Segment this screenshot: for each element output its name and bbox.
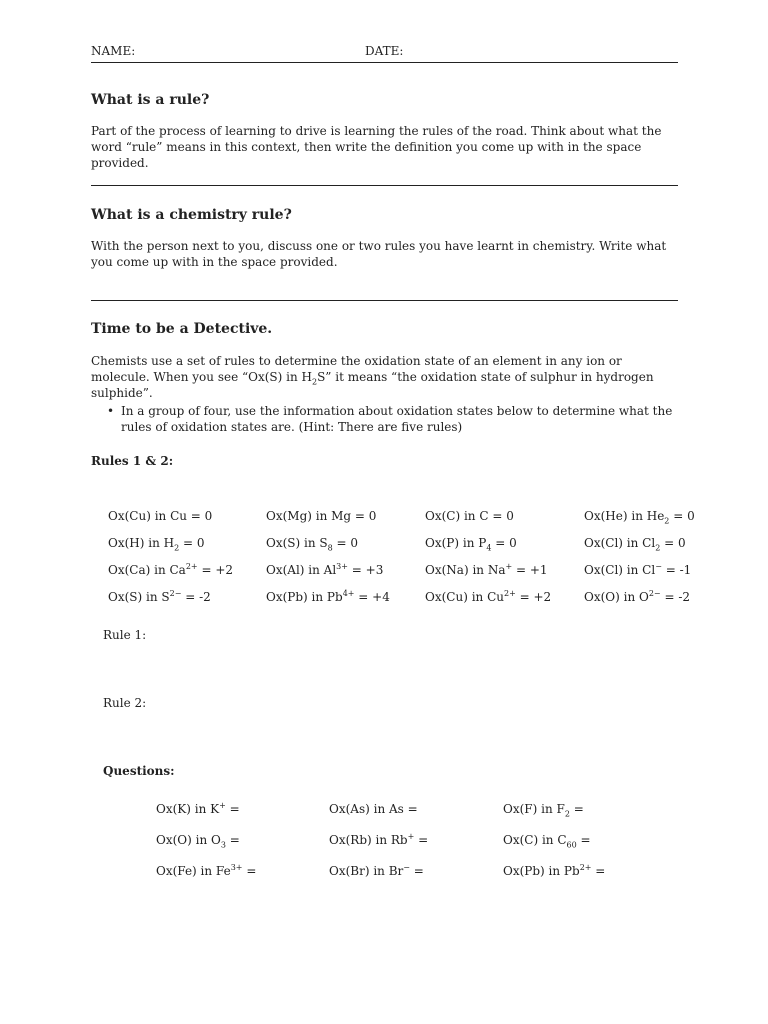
section3-body: [91, 353, 678, 401]
expression-value: =: [569, 802, 584, 816]
expression-value: = +3: [347, 563, 384, 577]
example-cell: [425, 509, 514, 523]
question-cell: [156, 864, 256, 878]
subscript: 2: [564, 809, 570, 819]
question-cell: [503, 833, 591, 850]
bullet-text: In a group of four, use the information about oxidation states below to determine what the rules of oxidation states are. (Hint: There are five rules): [121, 404, 673, 434]
expression-text: Ox(As) in As =: [329, 802, 418, 816]
section3-title: Time to be a Detective.: [91, 321, 273, 337]
expression-text: Ox(Na) in Na: [425, 563, 506, 577]
expression-text: Ox(Pb) in Pb: [266, 590, 343, 604]
expression-text: Ox(O) in O: [584, 590, 649, 604]
expression-text: Ox(S) in S: [266, 536, 328, 550]
expression-value: = -2: [660, 590, 691, 604]
expression-text: Ox(Cl) in Cl: [584, 563, 656, 577]
example-row: [108, 590, 728, 606]
answer-line-2: [91, 300, 678, 301]
section2-body: With the person next to you, discuss one or two rules you have learnt in chemistry. Write what you come up with in the space provided.: [91, 239, 667, 269]
example-cell: [425, 536, 517, 553]
section2-title: What is a chemistry rule?: [91, 207, 292, 223]
questions-heading: Questions:: [103, 764, 175, 778]
superscript: 2−: [169, 589, 182, 598]
expression-value: = +4: [354, 590, 390, 604]
superscript: −: [655, 562, 662, 571]
question-cell: [329, 864, 424, 878]
question-cell: [503, 802, 584, 819]
expression-value: = 0: [669, 509, 695, 523]
expression-text: Ox(S) in S: [108, 590, 170, 604]
expression-value: =: [225, 833, 240, 847]
subscript: 3: [220, 840, 226, 850]
example-cell: [266, 509, 376, 523]
example-row: [108, 563, 728, 579]
question-row: [156, 833, 676, 849]
date-label: DATE:: [365, 44, 404, 58]
example-cell: [108, 563, 233, 577]
expression-value: =: [409, 864, 424, 878]
expression-text: Ox(Br) in Br: [329, 864, 404, 878]
superscript: 2+: [503, 589, 516, 598]
expression-value: =: [414, 833, 429, 847]
rules-heading: Rules 1 & 2:: [91, 454, 174, 468]
subscript: 4: [486, 543, 492, 553]
example-cell: [266, 590, 390, 604]
expression-value: =: [225, 802, 240, 816]
expression-value: = +2: [197, 563, 234, 577]
question-cell: [329, 802, 418, 816]
expression-text: Ox(Cu) in Cu: [425, 590, 504, 604]
subscript: 2: [655, 543, 661, 553]
superscript: 2+: [185, 562, 198, 571]
expression-value: =: [591, 864, 606, 878]
expression-text: Ox(C) in C: [503, 833, 567, 847]
expression-text: Ox(O) in O: [156, 833, 221, 847]
name-label: NAME:: [91, 44, 136, 58]
expression-text: Ox(Pb) in Pb: [503, 864, 580, 878]
expression-value: = 0: [660, 536, 686, 550]
expression-text: Ox(Cu) in Cu = 0: [108, 509, 213, 523]
superscript: 3+: [230, 863, 243, 872]
question-cell: [156, 802, 240, 816]
question-row: [156, 864, 676, 880]
example-cell: [425, 590, 551, 604]
section3-body-sub: 2: [311, 377, 318, 387]
question-cell: [329, 833, 428, 847]
answer-line-1: [91, 185, 678, 186]
question-row: [156, 802, 676, 818]
example-cell: [108, 509, 212, 523]
superscript: 2+: [579, 863, 592, 872]
expression-text: Ox(K) in K: [156, 802, 220, 816]
expression-text: Ox(F) in F: [503, 802, 565, 816]
section3-body-part2: S” it means “the oxidation state of sulphur in hydrogen sulphide”.: [91, 370, 654, 400]
expression-value: =: [242, 864, 257, 878]
example-cell: [108, 536, 205, 553]
superscript: 3+: [336, 562, 348, 571]
superscript: −: [403, 863, 410, 872]
question-cell: [503, 864, 605, 878]
superscript: +: [505, 562, 513, 571]
example-cell: [425, 563, 548, 577]
subscript: 2: [174, 543, 180, 553]
expression-text: Ox(P) in P: [425, 536, 487, 550]
expression-value: = 0: [332, 536, 359, 550]
example-row: [108, 536, 728, 552]
expression-text: Ox(Rb) in Rb: [329, 833, 408, 847]
expression-value: = +2: [515, 590, 552, 604]
expression-text: Ox(H) in H: [108, 536, 175, 550]
header: [91, 42, 678, 63]
expression-value: = -2: [181, 590, 211, 604]
example-row: [108, 509, 728, 525]
expression-text: Ox(Mg) in Mg = 0: [266, 509, 377, 523]
expression-value: = +1: [512, 563, 548, 577]
expression-value: = 0: [179, 536, 205, 550]
rule1-label: Rule 1:: [103, 628, 147, 642]
subscript: 2: [664, 516, 670, 526]
example-cell: [266, 563, 383, 577]
expression-text: Ox(Al) in Al: [266, 563, 337, 577]
superscript: 4+: [342, 589, 355, 598]
expression-value: =: [576, 833, 591, 847]
example-cell: [584, 563, 691, 577]
superscript: 2−: [648, 589, 661, 598]
worksheet-page: [91, 0, 695, 1024]
superscript: +: [407, 832, 415, 841]
expression-text: Ox(Ca) in Ca: [108, 563, 186, 577]
example-cell: [108, 590, 211, 604]
expression-value: = 0: [491, 536, 517, 550]
expression-text: Ox(He) in He: [584, 509, 665, 523]
bullet-dot: •: [107, 404, 115, 418]
example-cell: [584, 536, 686, 553]
expression-text: Ox(C) in C = 0: [425, 509, 514, 523]
section3-body-part1: Chemists use a set of rules to determine the oxidation state of an element in any ion or molecule. When you see “Ox(S) in H: [91, 354, 622, 384]
subscript: 60: [566, 840, 577, 850]
example-cell: [584, 509, 695, 526]
expression-value: = -1: [661, 563, 692, 577]
expression-text: Ox(Fe) in Fe: [156, 864, 231, 878]
example-cell: [584, 590, 690, 604]
section1-body: Part of the process of learning to drive is learning the rules of the road. Think about what the word “rule” means in this context, then write the definition you come up with in the space provided.: [91, 124, 662, 170]
question-cell: [156, 833, 240, 850]
superscript: +: [219, 801, 226, 810]
subscript: 8: [327, 543, 333, 553]
section1-title: What is a rule?: [91, 92, 210, 108]
expression-text: Ox(Cl) in Cl: [584, 536, 656, 550]
example-cell: [266, 536, 359, 553]
rule2-label: Rule 2:: [103, 696, 147, 710]
